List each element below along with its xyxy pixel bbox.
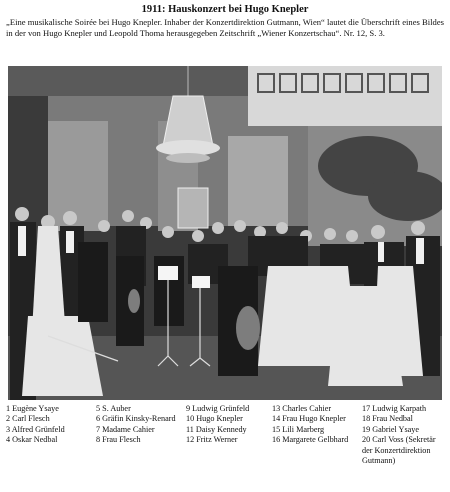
legend-column-1 [6, 404, 65, 446]
legend-entry: 20 Carl Voss (Sekretär der Konzertdirektion Gutmann) [362, 435, 436, 466]
legend-column-4 [272, 404, 348, 446]
legend-entry: 11 Daisy Kennedy [186, 424, 247, 434]
legend-entry: 9 Ludwig Grünfeld [186, 404, 250, 413]
caption-legend [6, 404, 446, 490]
legend-entry: 8 Frau Flesch [96, 435, 141, 445]
group-photo [8, 66, 442, 400]
legend-column-3 [186, 404, 249, 446]
legend-entry: 7 Madame Cahier [96, 424, 155, 434]
legend-entry: 5 S. Auber [96, 404, 131, 413]
legend-entry: 12 Fritz Werner [186, 435, 238, 445]
legend-entry: 14 Frau Hugo Knepler [272, 414, 346, 424]
legend-entry: 6 Gräfin Kinsky-Renard [96, 414, 176, 424]
legend-entry: 15 Lili Marberg [272, 424, 325, 434]
legend-entry: 4 Oskar Nedbal [6, 435, 58, 445]
legend-entry: 1 Eugène Ysaye [6, 404, 59, 413]
legend-entry: 19 Gabriel Ysaye [362, 424, 419, 434]
legend-entry: 10 Hugo Knepler [186, 414, 243, 424]
page-title: 1911: Hauskonzert bei Hugo Knepler [141, 4, 309, 15]
legend-entry: 13 Charles Cahier [272, 404, 332, 413]
legend-entry: 16 Margarete Gelbhard [272, 435, 349, 445]
legend-entry: 18 Frau Nedbal [362, 414, 413, 424]
legend-column-2 [96, 404, 176, 446]
photo-illustration [8, 66, 442, 400]
legend-entry: 17 Ludwig Karpath [362, 404, 427, 413]
legend-entry: 3 Alfred Grünfeld [6, 424, 65, 434]
legend-entry: 2 Carl Flesch [6, 414, 50, 424]
legend-column-5 [362, 404, 446, 466]
caption-text: „Eine musikalische Soirée bei Hugo Knepler. Inhaber der Konzertdirektion Gutmann, Wien“ lautet die Überschrift eines Bildes in der von Hugo Knepler und Leopold Thoma herausgegeben Zeitschrift „Wiener Konzertschau“. Nr. 12, S. 3. [6, 17, 444, 38]
